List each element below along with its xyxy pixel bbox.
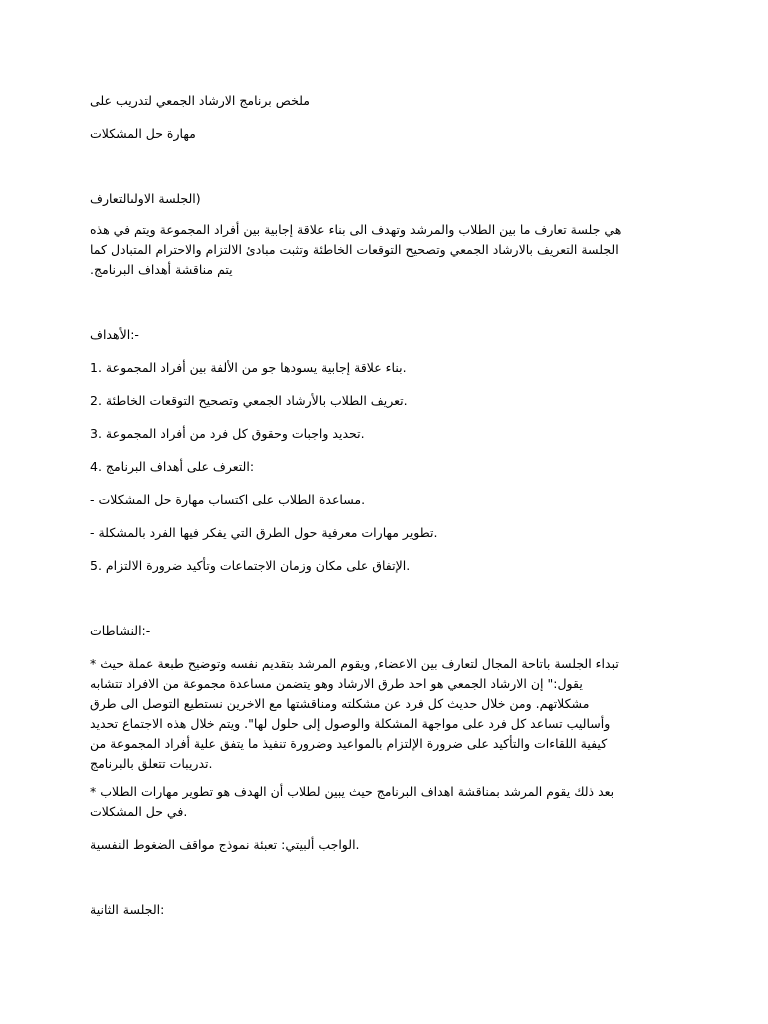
goal-item: 5. الإتفاق على مكان وزمان الاجتماعات وتأكيد ضرورة الالتزام. [90, 558, 411, 573]
activity-line: تدريبات تتعلق بالبرنامج. [90, 756, 213, 771]
goals-heading: الأهداف:- [90, 327, 139, 342]
intro-line: .يتم مناقشة أهداف البرنامج [90, 262, 233, 277]
activity-line: * بعد ذلك يقوم المرشد بمناقشة اهداف البرنامج حيث يبين لطلاب أن الهدف هو تطوير مهارات الطلاب [90, 784, 615, 799]
activity-line: مشكلاتهم. ومن خلال حديث كل فرد عن مشكلته ومناقشتها مع الاخرين نستطيع التوصل الى طرق [90, 696, 590, 711]
goal-item: 3. تحديد واجبات وحقوق كل فرد من أفراد المجموعة. [90, 426, 365, 441]
goal-item: 4. التعرف على أهداف البرنامج: [90, 459, 255, 474]
document-title-line2: مهارة حل المشكلات [90, 126, 196, 141]
document-title-line1: ملخص برنامج الارشاد الجمعي لتدريب على [90, 93, 310, 108]
activity-paragraph-1 [90, 654, 676, 774]
intro-line: هي جلسة تعارف ما بين الطلاب والمرشد وتهدف الى بناء علاقة إجابية بين أفراد المجموعة ويتم في هذه [90, 222, 622, 237]
activity-line: كيفية اللقاءات والتأكيد على ضرورة الإلتزام بالمواعيد وضرورة تنفيذ ما يتفق علية أفراد المجموعة من [90, 736, 608, 751]
activity-line: في حل المشكلات. [90, 804, 188, 819]
session1-intro-paragraph [90, 220, 676, 280]
activity-paragraph-2 [90, 782, 676, 822]
goal-item: 2. تعريف الطلاب بالأرشاد الجمعي وتصحيح التوقعات الخاطئة. [90, 393, 408, 408]
activities-heading: النشاطات:- [90, 623, 151, 638]
goal-item: - تطوير مهارات معرفية حول الطرق التي يفكر فيها الفرد بالمشكلة. [90, 525, 438, 540]
session2-heading: الجلسة الثانية: [90, 902, 165, 917]
activity-line: وأساليب تساعد كل فرد على مواجهة المشكلة والوصول إلى حلول لها". ويتم خلال هذه الاجتماع تحديد [90, 716, 611, 731]
activity-line: يقول:" إن الارشاد الجمعي هو احد طرق الارشاد وهو يتضمن مساعدة مجموعة من الافراد تتشابه [90, 676, 583, 691]
activity-line: * تبداء الجلسة باتاحة المجال لتعارف بين الاعضاء, ويقوم المرشد بتقديم نفسه وتوضيح طبعة عملة حيث [90, 656, 619, 671]
goal-item: 1. بناء علاقة إجابية يسودها جو من الألفة بين أفراد المجموعة. [90, 360, 407, 375]
goal-item: - مساعدة الطلاب على اكتساب مهارة حل المشكلات. [90, 492, 366, 507]
homework-line: الواجب ألبيتي: تعبئة نموذج مواقف الضغوط النفسية. [90, 837, 360, 852]
intro-line: الجلسة التعريف بالارشاد الجمعي وتصحيح التوقعات الخاطئة وتثبت مبادئ الالتزام والاحترام المتبادل كما [90, 242, 619, 257]
session1-heading: الجلسة الاولىالتعارف) [90, 191, 201, 206]
